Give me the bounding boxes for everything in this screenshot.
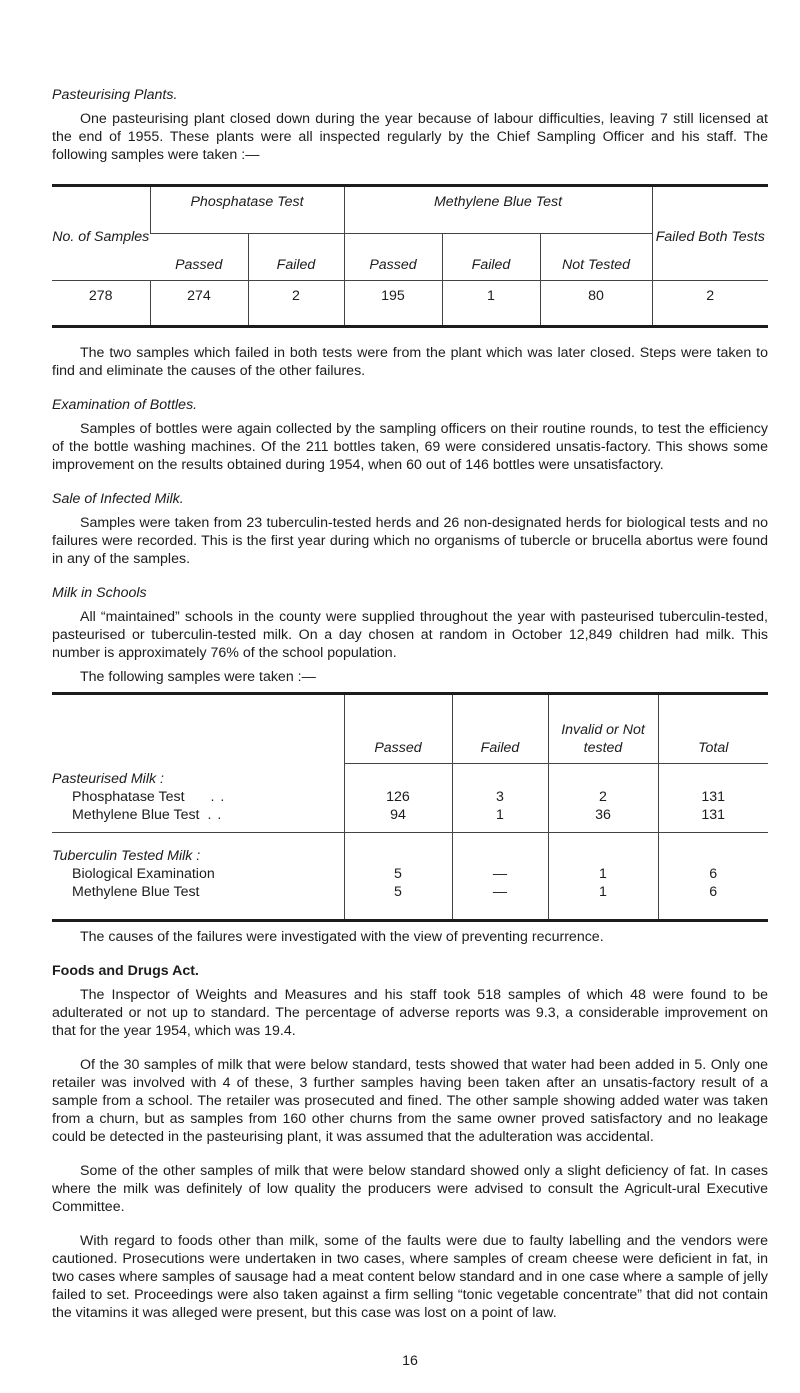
cell-passed: 5	[344, 883, 452, 921]
section-heading-milk-in-schools: Milk in Schools	[52, 585, 147, 601]
section-heading-infected-milk: Sale of Infected Milk.	[52, 491, 184, 507]
cell-total: 131	[658, 788, 768, 806]
table-row	[52, 832, 768, 865]
header-blank	[52, 694, 344, 764]
paragraph-infected-milk: Samples were taken from 23 tuberculin-tested herds and 26 non-designated herds for biological tests and no failures were recorded. This is the first year during which no organisms of tubercle or brucella abortus were found in any of the samples.	[52, 515, 768, 567]
header-phos-failed: Failed	[248, 234, 344, 281]
page-number: 16	[402, 1353, 418, 1369]
group-label-pasteurised: Pasteurised Milk :	[52, 770, 164, 787]
paragraph-pasteurising-after: The two samples which failed in both tests were from the plant which was later closed. Steps were taken to find and eliminate the causes of the other failures.	[52, 345, 768, 379]
paragraph-foods-2: Of the 30 samples of milk that were below standard, tests showed that water had been added in 5. Only one retailer was involved with 4 of these, 3 further samples having been taken after an unsatis-factory result of a sample from a school. The retailer was prosecuted and fined. The other sample showing added water was taken from a churn, but as samples from 160 other churns from the same owner proved satisfactory and no leakage could be detected in the pasteurising plant, it was assumed that the adulteration was accidental.	[52, 1056, 768, 1145]
paragraph-foods-1: The Inspector of Weights and Measures and his staff took 518 samples of which 48 were found to be adulterated or not up to standard. The percentage of adverse reports was 9.3, a considerable improvement on that for the year 1954, which was 19.4.	[52, 986, 768, 1039]
header-phos-passed: Passed	[150, 234, 248, 281]
cell-meth-passed: 195	[344, 281, 442, 327]
header-no-of-samples: No. of Samples	[52, 228, 150, 245]
cell-failed: 1	[452, 806, 548, 833]
cell-failed: 3	[452, 788, 548, 806]
table-row	[52, 281, 768, 327]
cell-passed: 126	[344, 788, 452, 806]
schools-table	[52, 692, 768, 922]
pasteurising-table	[52, 184, 768, 328]
paragraph-foods-3: Some of the other samples of milk that were below standard showed only a slight deficiency of fat. In cases where the milk was definitely of low quality the producers were advised to consult the Agricult-ural Executive Committee.	[52, 1162, 768, 1215]
paragraph-foods-4: With regard to foods other than milk, some of the faults were due to faulty labelling and the vendors were cautioned. Prosecutions were undertaken in two cases, where samples of cream cheese were deficient in fat, in two cases where samples of sausage had a meat content below standard and in one case where a sample of jelly failed to set. Proceedings were also taken against a firm selling “tonic vegetable concentrate” that did not contain the vitamins it was alleged were present, but this case was lost on a point of law.	[52, 1232, 768, 1321]
table-row	[52, 788, 768, 806]
section-heading-pasteurising: Pasteurising Plants.	[52, 87, 178, 103]
table-row	[52, 883, 768, 921]
header-phosphatase-test: Phosphatase Test	[150, 186, 344, 234]
header-total: Total	[658, 694, 768, 764]
row-label: Methylene Blue Test	[72, 883, 200, 900]
group-label-tuberculin: Tuberculin Tested Milk :	[52, 832, 344, 865]
cell-total: 131	[658, 806, 768, 833]
cell-invalid: 36	[548, 806, 658, 833]
header-methylene-blue-test: Methylene Blue Test	[344, 186, 652, 234]
paragraph-pasteurising: One pasteurising plant closed down during the year because of labour difficulties, leaving 7 still licensed at the end of 1955. These plants were all inspected regularly by the Chief Sampling Officer and his staff. The following samples were taken :—	[52, 111, 768, 163]
paragraph-samples-lead: The following samples were taken :—	[80, 669, 316, 685]
section-heading-bottles: Examination of Bottles.	[52, 397, 198, 413]
document-page	[52, 86, 768, 1369]
row-label: Phosphatase Test . .	[72, 788, 226, 805]
header-invalid-or-not-tested: Invalid or Not tested	[548, 694, 658, 764]
section-heading-foods-and-drugs: Foods and Drugs Act.	[52, 962, 199, 979]
cell-invalid: 1	[548, 865, 658, 883]
paragraph-schools-after: The causes of the failures were investigated with the view of preventing recurrence.	[80, 928, 604, 945]
cell-failed-both: 2	[652, 281, 768, 327]
header-meth-passed: Passed	[344, 234, 442, 281]
cell-failed: —	[452, 865, 548, 883]
header-failed: Failed	[452, 694, 548, 764]
cell-invalid: 1	[548, 883, 658, 921]
cell-total: 6	[658, 865, 768, 883]
table-row	[52, 764, 768, 788]
cell-samples: 278	[52, 281, 150, 327]
cell-phos-failed: 2	[248, 281, 344, 327]
cell-passed: 5	[344, 865, 452, 883]
header-meth-failed: Failed	[442, 234, 540, 281]
paragraph-bottles: Samples of bottles were again collected by the sampling officers on their routine rounds, to test the efficiency of the bottle washing machines. Of the 211 bottles taken, 69 were considered unsatis-factory. This shows some improvement on the results obtained during 1954, when 60 out of 146 bottles were unsatisfactory.	[52, 421, 768, 473]
table-row	[52, 865, 768, 883]
cell-meth-failed: 1	[442, 281, 540, 327]
cell-passed: 94	[344, 806, 452, 833]
cell-total: 6	[658, 883, 768, 921]
row-label: Biological Examination	[72, 865, 215, 882]
cell-failed: —	[452, 883, 548, 921]
header-failed-both-tests: Failed Both Tests	[652, 186, 768, 281]
cell-invalid: 2	[548, 788, 658, 806]
row-label: Methylene Blue Test . .	[72, 806, 223, 823]
paragraph-milk-in-schools: All “maintained” schools in the county were supplied throughout the year with pasteurised tuberculin-tested, pasteurised or tuberculin-tested milk. On a day chosen at random in October 12,849 children had milk. This number is approximately 76% of the school population.	[52, 609, 768, 661]
header-passed: Passed	[344, 694, 452, 764]
cell-meth-not-tested: 80	[540, 281, 652, 327]
table-row	[52, 806, 768, 833]
cell-phos-passed: 274	[150, 281, 248, 327]
header-meth-not-tested: Not Tested	[540, 234, 652, 281]
